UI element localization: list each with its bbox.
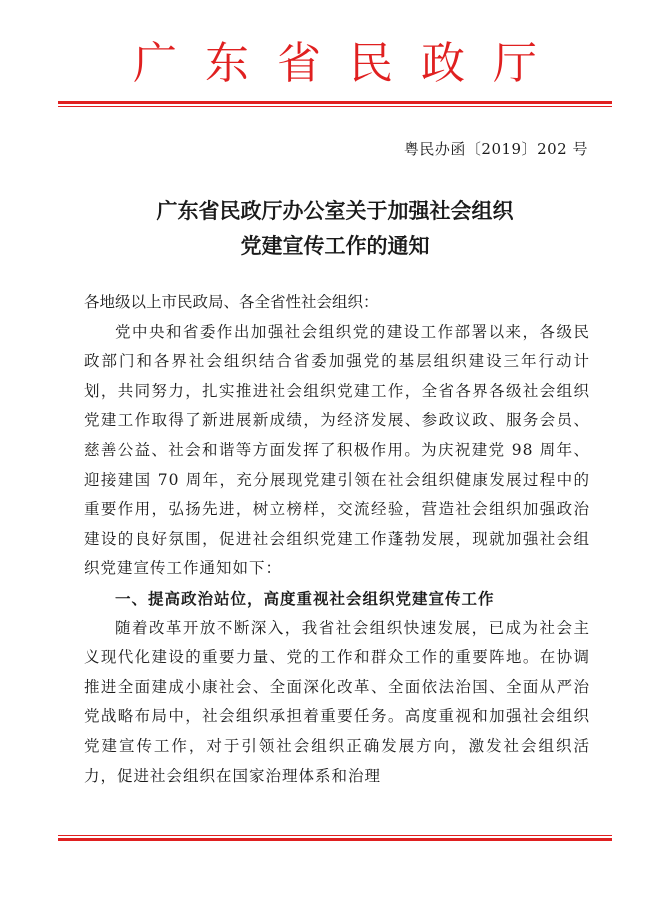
salutation: 各地级以上市民政局、各全省性社会组织： [84,293,379,311]
document-title-line-2: 党建宣传工作的通知 [240,233,430,258]
document-body [84,288,590,791]
letterhead-title: 广东省民政厅 [133,38,565,89]
footer-rule-thin [58,835,612,836]
paragraph-intro: 党中央和省委作出加强社会组织党的建设工作部署以来，各级民政部门和各界社会组织结合省委加强党的基层组织建设三年行动计划，共同努力，扎实推进社会组织党建工作，全省各界各级社会组织党建工作取得了新进展新成绩，为经济发展、参政议政、服务会员、慈善公益、社会和谐等方面发挥了积极作用。为庆祝建党 98 周年、迎接建国 70 周年，充分展现党建引领在社会组织健康发展过程中的重要作用，弘扬先进，树立榜样，交流经验，营造社会组织加强政治建设的良好氛围，促进社会组织党建工作蓬勃发展，现就加强社会组织党建宣传工作通知如下： [84,322,590,578]
section-heading-1: 一、提高政治站位，高度重视社会组织党建宣传工作 [115,588,495,608]
letterhead-top-rule-thick [58,101,612,104]
paragraph-section-1: 随着改革开放不断深入，我省社会组织快速发展，已成为社会主义现代化建设的重要力量、党的工作和群众工作的重要阵地。在协调推进全面建成小康社会、全面深化改革、全面依法治国、全面从严治党战略布局中，社会组织承担着重要任务。高度重视和加强社会组织党建宣传工作，对于引领社会组织正确发展方向，激发社会组织活力，促进社会组织在国家治理体系和治理 [84,618,590,785]
document-title-line-1: 广东省民政厅办公室关于加强社会组织 [156,198,514,223]
document-number: 粤民办函〔2019〕202 号 [403,140,588,158]
letterhead-top-rule-thin [58,106,612,107]
footer-rule-thick [58,838,612,841]
